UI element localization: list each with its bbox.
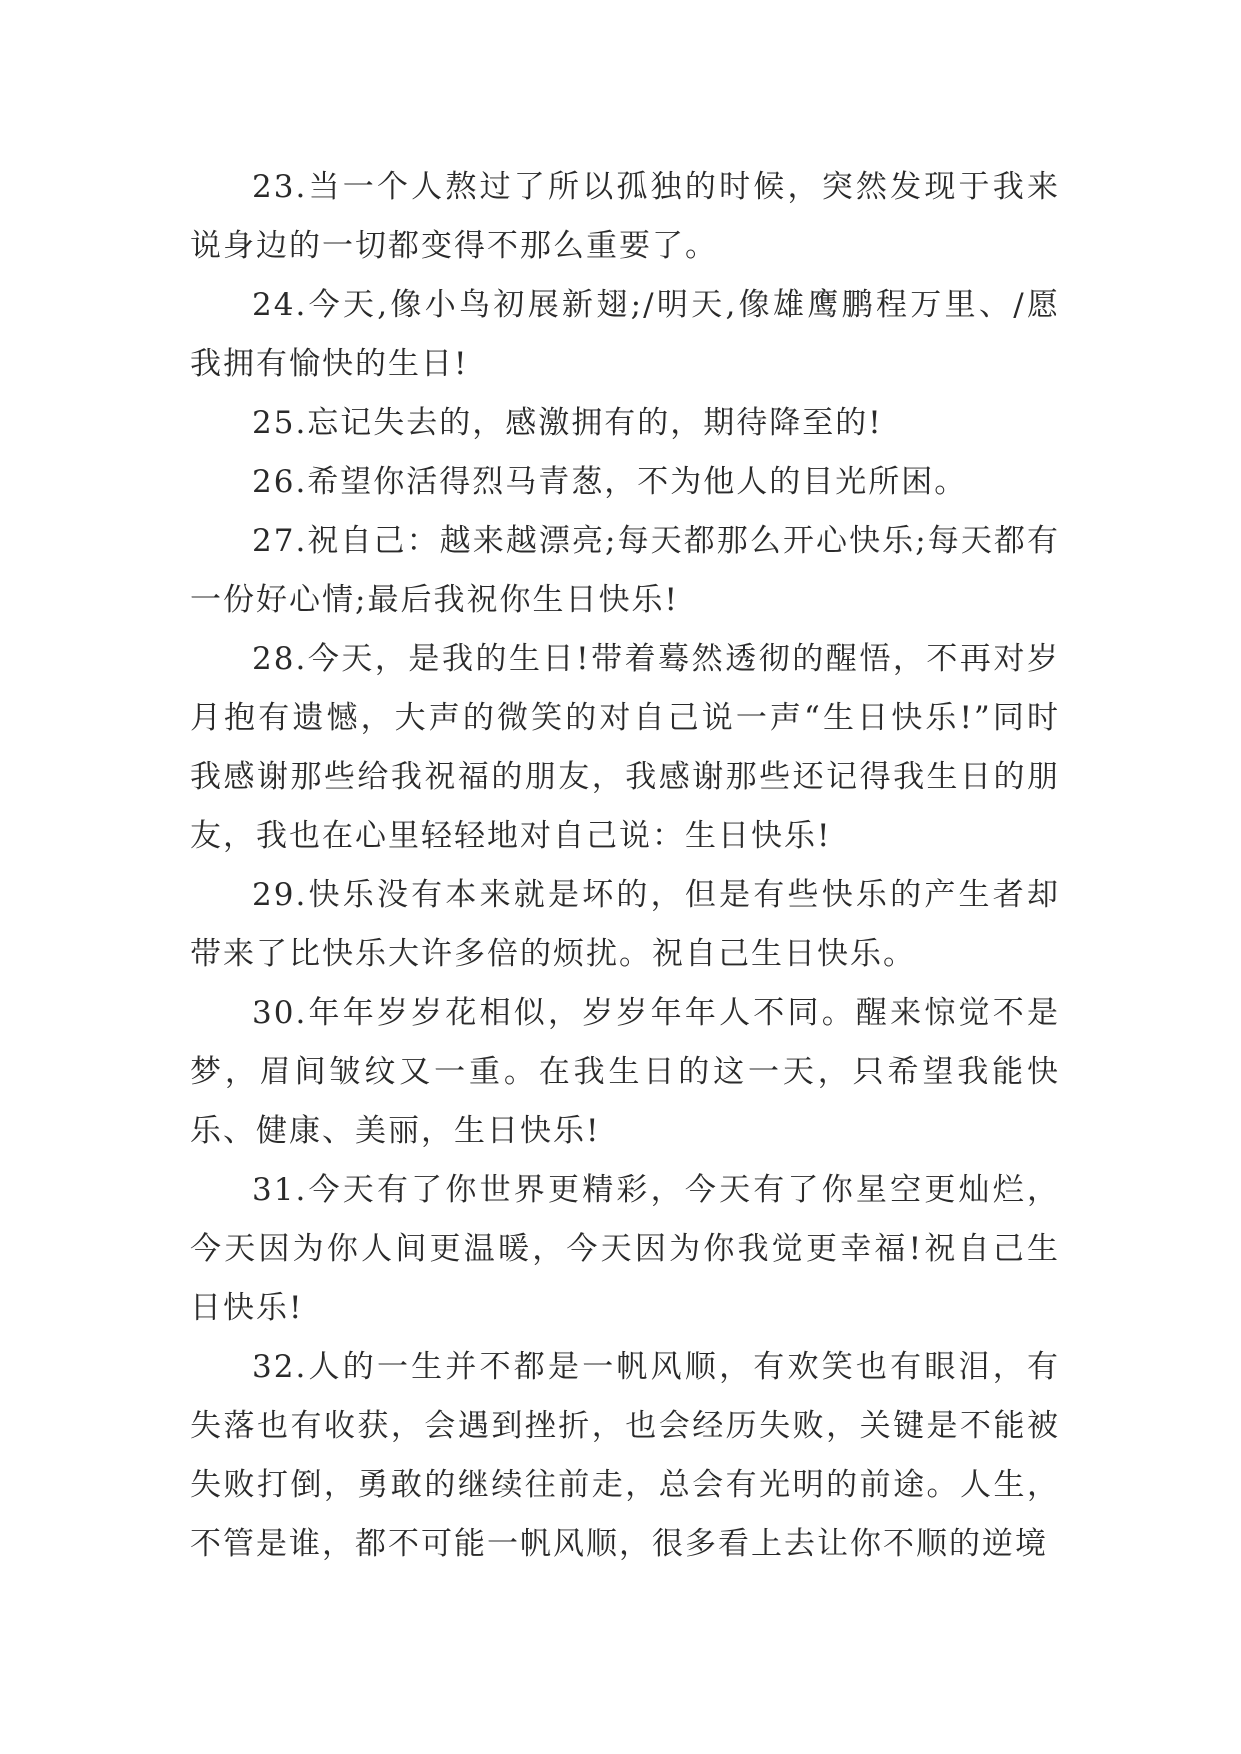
paragraph-25: 25.忘记失去的，感激拥有的，期待降至的! — [252, 405, 883, 441]
paragraph-23: 23.当一个人熬过了所以孤独的时候，突然发现于我来说身边的一切都变得不那么重要了。 — [190, 169, 1060, 264]
paragraph-28: 28.今天，是我的生日!带着蓦然透彻的醒悟，不再对岁月抱有遗憾，大声的微笑的对自己说一声“生日快乐!”同时我感谢那些给我祝福的朋友，我感谢那些还记得我生日的朋友，我也在心里轻轻地对自己说：生日快乐! — [190, 641, 1060, 854]
paragraph-29: 29.快乐没有本来就是坏的，但是有些快乐的产生者却带来了比快乐大许多倍的烦扰。祝自己生日快乐。 — [190, 877, 1060, 972]
paragraph-31: 31.今天有了你世界更精彩，今天有了你星空更灿烂，今天因为你人间更温暖，今天因为你我觉更幸福!祝自己生日快乐! — [190, 1172, 1060, 1326]
paragraph-32: 32.人的一生并不都是一帆风顺，有欢笑也有眼泪，有失落也有收获，会遇到挫折，也会经历失败，关键是不能被失败打倒，勇敢的继续往前走，总会有光明的前途。人生，不管是谁，都不可能一帆风顺，很多看上去让你不顺的逆境 — [190, 1349, 1060, 1562]
document-body — [190, 158, 1060, 1574]
paragraph-27: 27.祝自己：越来越漂亮;每天都那么开心快乐;每天都有一份好心情;最后我祝你生日快乐! — [190, 523, 1060, 618]
paragraph-26: 26.希望你活得烈马青葱，不为他人的目光所困。 — [252, 464, 968, 500]
paragraph-24: 24.今天,像小鸟初展新翅;/明天,像雄鹰鹏程万里、/愿我拥有愉快的生日! — [190, 287, 1060, 382]
paragraph-30: 30.年年岁岁花相似，岁岁年年人不同。醒来惊觉不是梦，眉间皱纹又一重。在我生日的这一天，只希望我能快乐、健康、美丽，生日快乐! — [190, 995, 1060, 1149]
